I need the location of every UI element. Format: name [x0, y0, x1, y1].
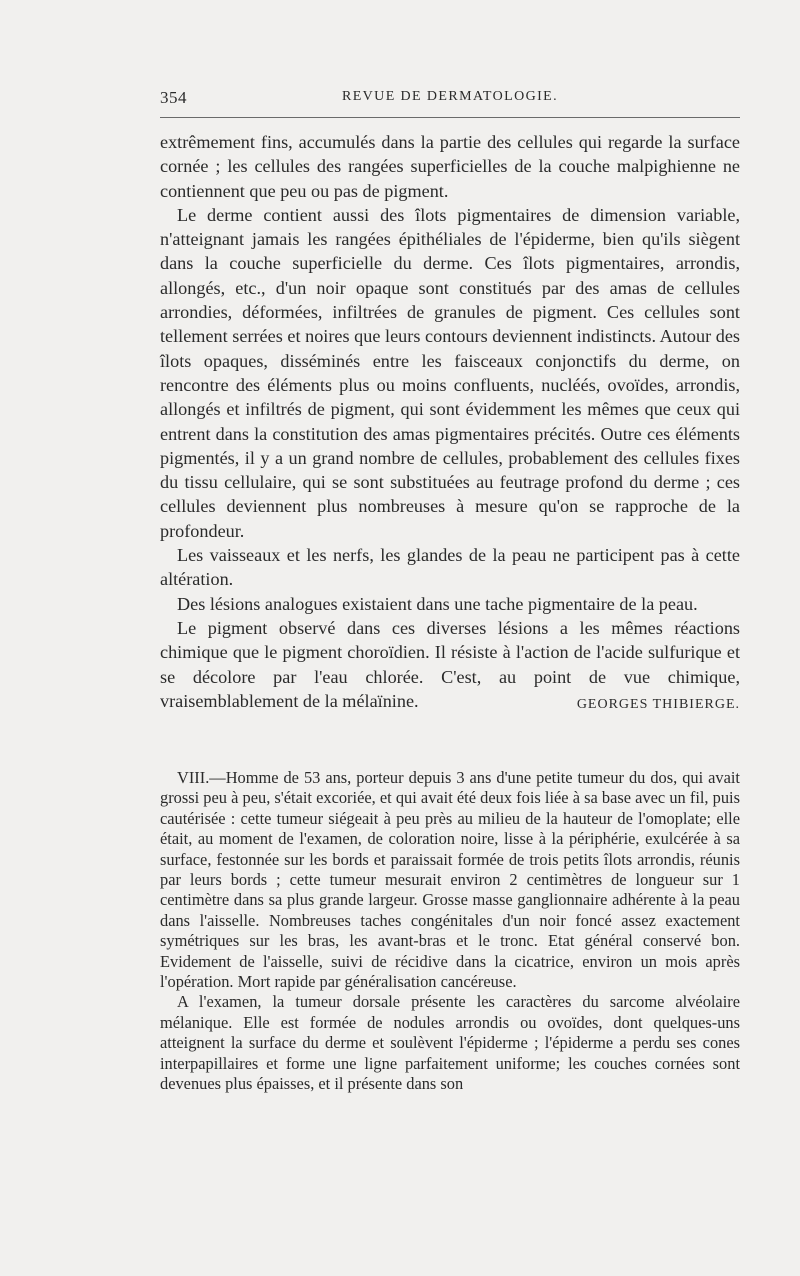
paragraph: Le derme contient aussi des îlots pigmentaires de dimension variable, n'atteignant jamais les rangées épithéliales de l'épiderme, bien qu'ils siègent dans la couche superficielle du derme. Ces îlots pigmentaires, arrondis, allongés, etc., d'un noir opaque sont constitués par des amas de cellules arrondies, déformées, infiltrées de granules de pigment. Ces cellules sont tellement serrées et noires que leurs contours deviennent indistincts. Autour des îlots opaques, disséminés entre les faisceaux conjonctifs du derme, on rencontre des éléments plus ou moins confluents, nucléés, ovoïdes, arrondis, allongés et infiltrés de pigment, qui sont évidemment les mêmes que ceux qui entrent dans la constitution des amas pigmentaires précités. Outre ces éléments pigmentés, il y a un grand nombre de cellules, probablement des cellules fixes du tissu cellulaire, qui se sont substituées au feutrage profond du derme ; ces cellules deviennent plus nombreuses à mesure qu'on se rapproche de la profondeur.	[160, 204, 740, 541]
paragraph: Des lésions analogues existaient dans une tache pigmentaire de la peau.	[177, 593, 698, 614]
header-rule	[160, 117, 740, 118]
page-number: 354	[160, 88, 187, 107]
paragraph-text: Le pigment observé dans ces diverses lésions a les mêmes réactions chimique que le pigment choroïdien. Il résiste à l'action de l'acide sulfurique et se décolore par l'eau chlorée. C'est, au point de vue chimique, vraisemblablement de la mélaïnine.	[160, 617, 740, 711]
paragraph: extrêmement fins, accumulés dans la partie des cellules qui regarde la surface cornée ; les cellules des rangées superficielles de la couche malpighienne ne contiennent que peu ou pas de pigment.	[160, 132, 740, 201]
article-body	[160, 130, 740, 717]
paragraph-with-signature	[160, 616, 740, 713]
paragraph: VIII.—Homme de 53 ans, porteur depuis 3 ans d'une petite tumeur du dos, qui avait grossi peu à peu, s'était excoriée, et qui avait été deux fois liée à sa base avec un fil, puis cautérisée : cette tumeur siégeait à peu près au milieu de la hauteur de l'omoplate; elle était, au moment de l'examen, de coloration noire, lisse à la périphérie, exulcérée à sa surface, festonnée sur les bords et paraissait formée de trois petits îlots arrondis, réunis par leurs bords ; cette tumeur mesurait environ 2 centimètres de longueur sur 1 centimètre dans sa plus grande largeur. Grosse masse ganglionnaire adhérente à la peau dans l'aisselle. Nombreuses taches congénitales d'un noir foncé assez exactement symétriques sur les bras, les avant-bras et le tronc. Etat général conservé bon. Evidement de l'aisselle, suivi de récidive dans la cicatrice, environ un mois après l'opération. Mort rapide par généralisation cancéreuse.	[160, 768, 740, 992]
case-report	[160, 768, 740, 1095]
paragraph: A l'examen, la tumeur dorsale présente les caractères du sarcome alvéolaire mélanique. Elle est formée de nodules arrondis ou ovoïdes, dont quelques-uns atteignent la surface du derme et soulèvent l'épiderme ; l'épiderme a perdu ses cones interpapillaires et forme une ligne parfaitement uniforme; les couches cornées sont devenues plus épaisses, et il présente dans son	[160, 992, 740, 1094]
running-title: REVUE DE DERMATOLOGIE.	[341, 89, 559, 104]
paragraph: Les vaisseaux et les nerfs, les glandes de la peau ne participent pas à cette altération.	[160, 545, 740, 590]
page-header	[160, 88, 740, 112]
author-signature: GEORGES THIBIERGE.	[576, 696, 740, 712]
